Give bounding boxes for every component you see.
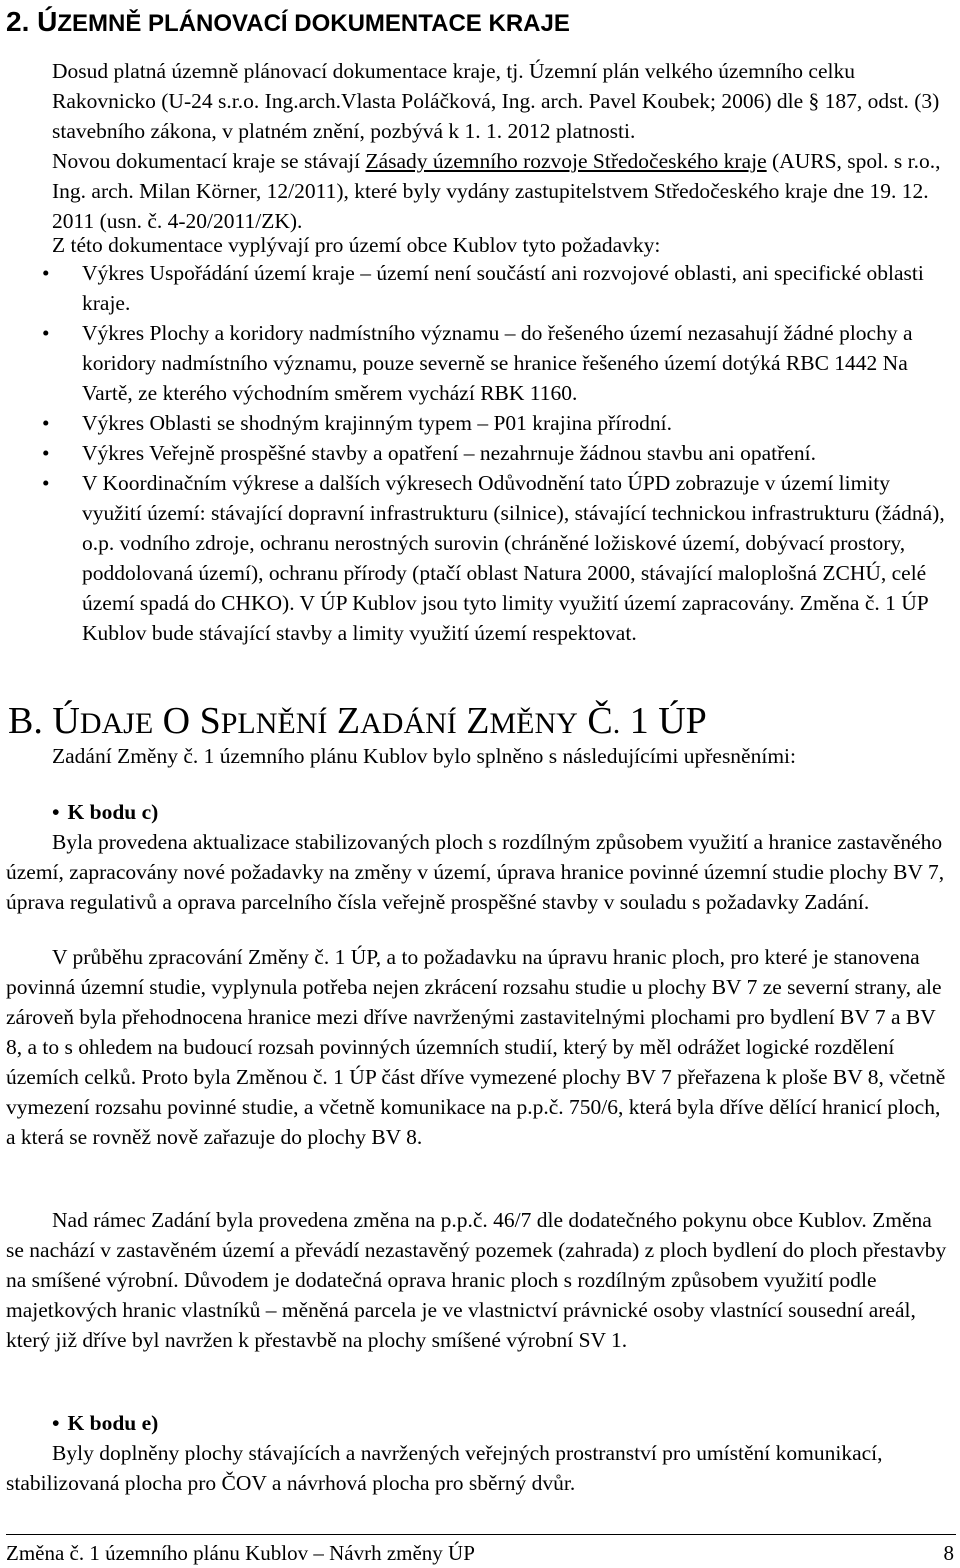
zur-text-before: Novou dokumentací kraje se stávají bbox=[52, 149, 366, 173]
list-item bbox=[42, 258, 954, 318]
heading-initial: O bbox=[162, 700, 191, 742]
requirements-list bbox=[42, 258, 954, 648]
point-c-paragraph-2: V průběhu zpracování Změny č. 1 ÚP, a to požadavku na úpravu hranic ploch, pro které je stanovena povinná územní studie, vyplynula potřeba nejen zkrácení rozsahu studie u plochy BV 7 ze severní strany, ale zároveň byla přehodnocena hranice mezi dříve navrženými zastavitelnými plochami pro bydlení BV 7 a BV 8, a to s ohledem na budoucí rozsah povinných územních studií, který by měl odrážet logické rozdělení územích celků. Proto byla Změnou č. 1 ÚP část dříve vymezené plochy BV 7 přeřazena k ploše BV 8, včetně vymezení rozsahu povinné studie, a včetně komunikace na p.p.č. 750/6, která byla dříve dělící hranicí ploch, a která se rovněž nově zařazuje do plochy BV 8. bbox=[6, 945, 946, 1149]
point-c-label: K bodu c) bbox=[67, 800, 159, 824]
requirement-text: V Koordinačním výkrese a dalších výkresech Odůvodnění tato ÚPD zobrazuje v území limity využití území: stávající dopravní infrastrukturu (silnice), stávající technickou infrastrukturu (žádná), o.p. vodního zdroje, ochranu nerostných surovin (chráněné ložiskové území, dobývací prostory, poddolovaná území), ochranu přírody (ptačí oblast Natura 2000, stávající maloplošná ZCHÚ, celé území spadá do CHKO). V ÚP Kublov jsou tyto limity využití území zapracovány. Změna č. 1 ÚP Kublov bude stávající stavby a limity využití území respektovat. bbox=[82, 471, 945, 645]
heading-initial: Ú bbox=[37, 6, 58, 37]
bullet-icon: • bbox=[42, 471, 50, 495]
bullet-icon: • bbox=[52, 1411, 60, 1435]
list-item bbox=[42, 438, 954, 468]
point-c-paragraph-1: Byla provedena aktualizace stabilizovaných ploch s rozdílným způsobem využití a hranice zastavěného území, zapracovány nové požadavky na změny v území, úprava hranice povinné územní studie plochy BV 7, úprava regulativů a oprava parcelního čísla veřejně prospěšné stavby v souladu s požadavky Zadání. bbox=[6, 830, 945, 914]
requirements-intro: Z této dokumentace vyplývají pro území obce Kublov tyto požadavky: bbox=[52, 233, 661, 257]
point-e-paragraph-1: Byly doplněny plochy stávajících a navržených veřejných prostranství pro umístění komunikací, stabilizovaná plocha pro ČOV a návrhová plocha pro sběrný dvůr. bbox=[6, 1441, 883, 1495]
bullet-icon: • bbox=[42, 321, 50, 345]
point-c-heading bbox=[52, 797, 158, 827]
bullet-icon: • bbox=[42, 441, 50, 465]
footer-divider bbox=[6, 1534, 956, 1535]
heading-tail: 1 ÚP bbox=[629, 700, 707, 742]
footer-title: Změna č. 1 územního plánu Kublov – Návrh změny ÚP bbox=[6, 1541, 475, 1565]
zur-document-link: Zásady územního rozvoje Středočeského kraje bbox=[365, 149, 767, 173]
page-number: 8 bbox=[943, 1541, 954, 1565]
bullet-icon: • bbox=[52, 800, 60, 824]
section-b-heading bbox=[8, 699, 707, 746]
zur-paragraph bbox=[52, 146, 952, 236]
requirement-text: Výkres Plochy a koridory nadmístního významu – do řešeného území nezasahují žádné plochy a koridory nadmístního významu, pouze severně se hranice řešeného území dotýká RBC 1442 Na Vartě, ze kterého východním směrem vychází RBK 1160. bbox=[82, 321, 913, 405]
intro-paragraph: Dosud platná územně plánovací dokumentace kraje, tj. Územní plán velkého územního celku Rakovnicko (U-24 s.r.o. Ing.arch.Vlasta Poláčková, Ing. arch. Pavel Koubek; 2006) dle § 187, odst. (3) stavebního zákona, v platném znění, pozbývá k 1. 1. 2012 platnosti. bbox=[52, 59, 940, 143]
heading-rest: . bbox=[612, 707, 621, 740]
requirement-text: Výkres Oblasti se shodným krajinným typem – P01 krajina přírodní. bbox=[82, 411, 672, 435]
heading-initial: Č bbox=[587, 700, 613, 742]
section-letter: B. bbox=[8, 700, 43, 742]
list-item bbox=[42, 408, 954, 438]
zur-text-after: (AURS, spol. s r.o., Ing. arch. Milan Körner, 12/2011), které byly vydány zastupitelstvem Středočeského kraje dne 19. 12. 2011 (usn. č. 4-20/2011/ZK). bbox=[52, 149, 941, 233]
heading-rest: ADÁNÍ bbox=[360, 707, 457, 740]
heading-rest: PLNĚNÍ bbox=[220, 707, 328, 740]
heading-initial: Ú bbox=[52, 700, 80, 742]
point-e-heading bbox=[52, 1408, 158, 1438]
point-c-paragraph-3: Nad rámec Zadání byla provedena změna na p.p.č. 46/7 dle dodatečného pokynu obce Kublov. Změna se nachází v zastavěném území a převádí nezastavěný pozemek (zahrada) z ploch bydlení do ploch přestavby na smíšené výrobní. Důvodem je dodatečná oprava hranic ploch s rozdílným způsobem využití podle majetkových hranic vlastníků – měněná parcela je ve vlastnictví právnické osoby vlastnící sousední areál, který již dříve byl navržen k přestavbě na plochy smíšené výrobní SV 1. bbox=[6, 1208, 947, 1352]
list-item bbox=[42, 318, 954, 408]
heading-rest: MĚNY bbox=[489, 707, 578, 740]
heading-initial: Z bbox=[466, 700, 490, 742]
point-e-label: K bodu e) bbox=[67, 1411, 159, 1435]
section-2-heading bbox=[6, 4, 570, 42]
requirement-text: Výkres Veřejně prospěšné stavby a opatření – nezahrnuje žádnou stavbu ani opatření. bbox=[82, 441, 816, 465]
bullet-icon: • bbox=[42, 411, 50, 435]
section-number: 2. bbox=[6, 6, 30, 37]
bullet-icon: • bbox=[42, 261, 50, 285]
section-b-intro: Zadání Změny č. 1 územního plánu Kublov bylo splněno s následujícími upřesněními: bbox=[52, 744, 796, 768]
heading-rest: DAJE bbox=[79, 707, 154, 740]
heading-initial: S bbox=[199, 700, 221, 742]
list-item bbox=[42, 468, 954, 648]
heading-initial: Z bbox=[336, 700, 361, 742]
heading-rest: ZEMNĚ PLÁNOVACÍ DOKUMENTACE KRAJE bbox=[57, 10, 570, 37]
requirement-text: Výkres Uspořádání území kraje – území není součástí ani rozvojové oblasti, ani specifické oblasti kraje. bbox=[82, 261, 924, 315]
